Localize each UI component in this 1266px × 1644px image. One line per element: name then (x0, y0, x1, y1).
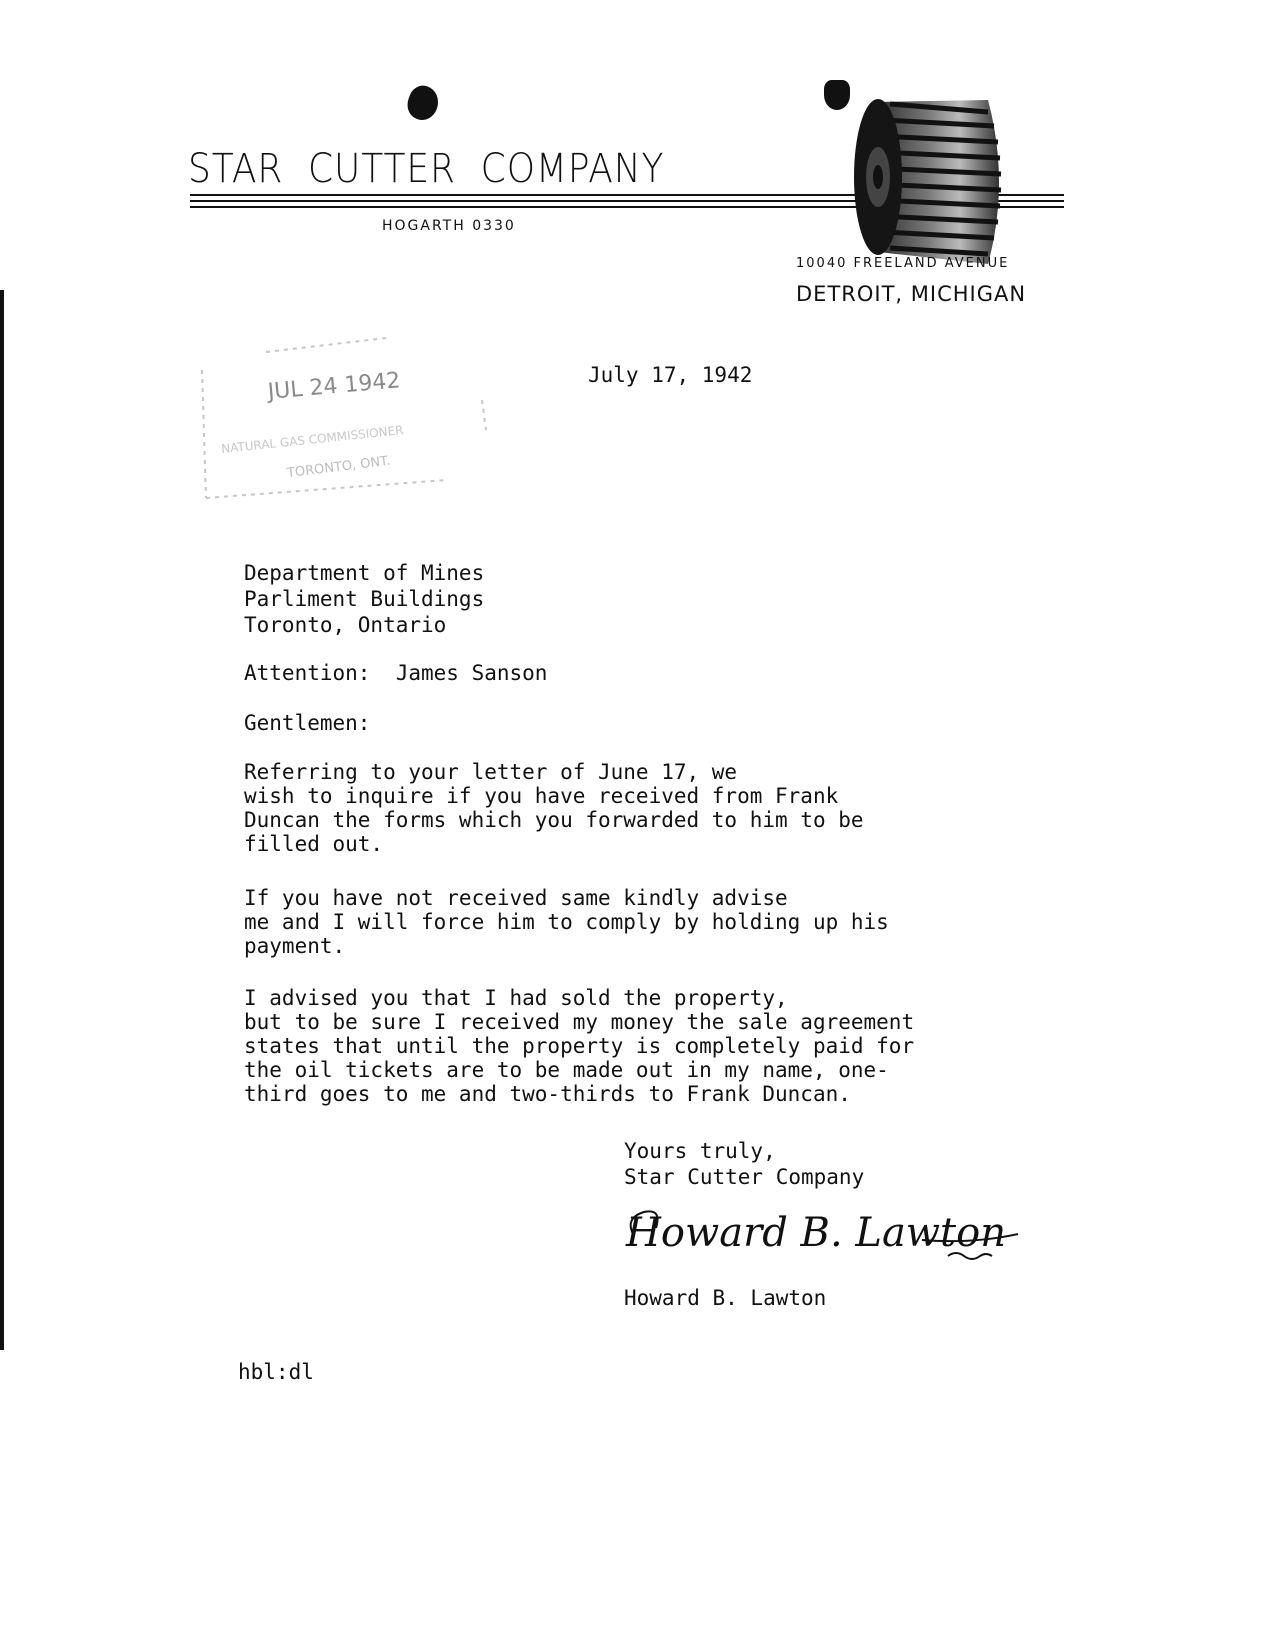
recipient-line: Parliment Buildings (244, 587, 485, 611)
handwritten-signature (622, 1198, 1032, 1288)
company-phone: HOGARTH 0330 (382, 218, 516, 234)
scan-edge (0, 290, 4, 1350)
reference-initials: hbl:dl (238, 1360, 314, 1384)
body-paragraph: Referring to your letter of June 17, we wish to inquire if you have received from Frank Duncan the forms which you forwarded to him to be filled out. (244, 760, 864, 856)
salutation: Gentlemen: (244, 711, 371, 735)
letter-date: July 17, 1942 (588, 363, 753, 387)
company-street-address: 10040 FREELAND AVENUE (796, 256, 1010, 271)
company-city: DETROIT, MICHIGAN (796, 282, 1027, 306)
punch-hole (403, 82, 443, 124)
svg-text:Howard B. Lawton: Howard B. Lawton (624, 1210, 1006, 1256)
stamp-line: TORONTO, ONT. (286, 453, 392, 482)
recipient-line: Toronto, Ontario (244, 613, 447, 637)
attention-line: Attention: James Sanson (244, 661, 548, 685)
received-stamp (196, 330, 506, 530)
stamp-date: JUL 24 1942 (266, 368, 402, 405)
stamp-line: NATURAL GAS COMMISSIONER (220, 423, 405, 457)
recipient-line: Department of Mines (244, 561, 485, 585)
closing-line: Star Cutter Company (624, 1165, 865, 1189)
signer-name: Howard B. Lawton (624, 1286, 827, 1310)
closing-line: Yours truly, (624, 1139, 776, 1163)
gear-cutter-logo-icon (838, 82, 1020, 272)
body-paragraph: I advised you that I had sold the property, but to be sure I received my money the sale agreement states that until the property is completely paid for the oil tickets are to be made out in my name, one- third goes to me and two-thirds to Frank Duncan. (244, 986, 915, 1106)
body-paragraph: If you have not received same kindly advise me and I will force him to comply by holding up his payment. (244, 886, 889, 958)
recipient-address (244, 560, 484, 638)
closing (624, 1138, 864, 1190)
company-name: STAR CUTTER COMPANY (188, 146, 665, 192)
